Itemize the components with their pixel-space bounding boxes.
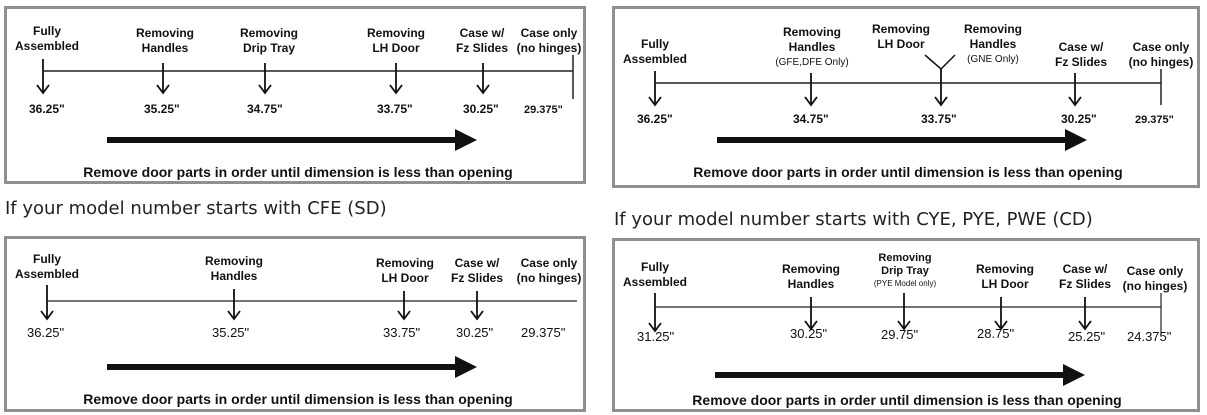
stage-label: LH Door <box>372 41 420 55</box>
timeline-diagram <box>7 9 589 187</box>
stage-label: Removing <box>135 26 195 40</box>
stage-label: LH Door <box>381 271 429 285</box>
timeline-diagram <box>615 241 1203 415</box>
down-arrow-icon <box>995 297 1007 329</box>
down-arrow-icon <box>935 69 947 105</box>
down-arrow-icon <box>805 73 817 105</box>
stage-label: LH Door <box>877 37 925 51</box>
stage-label: Drip Tray <box>242 41 296 55</box>
dimension-value: 34.75" <box>793 112 829 126</box>
stage-label: Assembled <box>14 39 80 53</box>
down-arrow-icon <box>1069 73 1081 105</box>
stage-label: Case only <box>520 256 578 270</box>
stage-label: Removing <box>239 26 299 40</box>
instruction-banner: Remove door parts in order until dimension is less than opening <box>693 164 1123 180</box>
stage-label: Case w/ <box>1058 40 1104 54</box>
stage-label: (no hinges) <box>1122 279 1188 293</box>
stage-label: Fz Slides <box>1054 55 1108 69</box>
right-arrow-icon <box>715 364 1085 386</box>
instruction-banner: Remove door parts in order until dimension is less than opening <box>692 392 1122 408</box>
dimension-value: 36.25" <box>637 112 673 126</box>
stage-label: Fz Slides <box>450 271 504 285</box>
stage-label: Fully <box>32 24 62 38</box>
caption-sd: If your model number starts with CFE (SD) <box>5 198 387 219</box>
down-arrow-icon <box>259 63 271 93</box>
stage-label: (no hinges) <box>1128 55 1194 69</box>
stage-label: Removing <box>204 254 264 268</box>
stage-label: Case w/ <box>459 26 505 40</box>
down-arrow-icon <box>898 293 910 329</box>
dimension-value: 25.25" <box>1068 329 1106 344</box>
dimension-value: 30.25" <box>1061 112 1097 126</box>
stage-label: Assembled <box>14 267 80 281</box>
down-arrow-icon <box>228 289 240 319</box>
dimension-value: 34.75" <box>247 102 283 116</box>
panel-model-cfe-sd <box>4 236 586 412</box>
stage-note: (PYE Model only) <box>873 279 937 288</box>
stage-label: Case only <box>520 26 578 40</box>
stage-label: Fully <box>640 260 670 274</box>
right-arrow-icon <box>107 129 477 151</box>
stage-note: (GNE Only) <box>967 54 1019 65</box>
timeline-diagram <box>7 239 589 415</box>
stage-label: Removing <box>975 262 1035 276</box>
stage-label: LH Door <box>981 277 1029 291</box>
dimension-value: 33.75" <box>377 102 413 116</box>
instruction-banner: Remove door parts in order until dimension is less than opening <box>83 391 513 407</box>
timeline-diagram <box>615 9 1203 191</box>
stage-label: Fully <box>640 37 670 51</box>
stage-label: Handles <box>141 41 189 55</box>
stage-label: Fz Slides <box>1058 277 1112 291</box>
stage-label: Handles <box>788 40 836 54</box>
panel-model-cye-pye-pwe-cd <box>612 238 1200 412</box>
panel-model-default <box>4 6 586 184</box>
stage-label: Removing <box>375 256 435 270</box>
down-arrow-icon <box>805 297 817 329</box>
stage-label: Case only <box>1126 264 1184 278</box>
right-arrow-icon <box>717 129 1087 151</box>
down-arrow-icon <box>390 63 402 93</box>
down-arrow-icon <box>41 285 53 319</box>
stage-label: Removing <box>782 25 842 39</box>
panel-model-gfe-dfe-gne <box>612 6 1200 188</box>
down-arrow-icon <box>649 293 661 331</box>
dimension-value: 30.25" <box>463 102 499 116</box>
dimension-value: 31.25" <box>637 329 675 344</box>
dimension-value: 29.375" <box>1135 114 1174 126</box>
dimension-value: 33.75" <box>921 112 957 126</box>
stage-label: Assembled <box>622 275 688 289</box>
dimension-value: 30.25" <box>456 325 494 340</box>
down-arrow-icon <box>1079 297 1091 329</box>
stage-label: Assembled <box>622 52 688 66</box>
stage-label: Handles <box>969 37 1017 51</box>
down-arrow-icon <box>649 71 661 105</box>
stage-label: Handles <box>210 269 258 283</box>
down-arrow-icon <box>398 291 410 319</box>
dimension-value: 36.25" <box>27 325 65 340</box>
stage-label: Drip Tray <box>881 265 929 277</box>
connector-line <box>925 55 955 69</box>
dimension-value: 36.25" <box>29 102 65 116</box>
dimension-value: 28.75" <box>977 326 1015 341</box>
stage-label: Fz Slides <box>455 41 509 55</box>
down-arrow-icon <box>157 63 169 93</box>
right-arrow-icon <box>107 356 477 378</box>
stage-label: Removing <box>781 262 841 276</box>
stage-label: Handles <box>787 277 835 291</box>
stage-label: Case only <box>1132 40 1190 54</box>
dimension-value: 33.75" <box>383 325 421 340</box>
caption-cd: If your model number starts with CYE, PYE, PWE (CD) <box>614 209 1093 230</box>
stage-label: Case w/ <box>1062 262 1108 276</box>
dimension-value: 30.25" <box>790 326 828 341</box>
stage-label: Removing <box>871 22 931 36</box>
down-arrow-icon <box>477 63 489 93</box>
dimension-value: 35.25" <box>212 325 250 340</box>
dimension-value: 29.75" <box>881 327 919 342</box>
down-arrow-icon <box>471 291 483 319</box>
stage-label: Case w/ <box>454 256 500 270</box>
stage-label: Removing <box>963 22 1023 36</box>
stage-label: Removing <box>366 26 426 40</box>
stage-label: (no hinges) <box>516 271 582 285</box>
stage-label: Fully <box>32 252 62 266</box>
instruction-banner: Remove door parts in order until dimension is less than opening <box>83 164 513 180</box>
down-arrow-icon <box>37 59 49 93</box>
dimension-value: 29.375" <box>521 325 566 340</box>
dimension-value: 29.375" <box>524 104 563 116</box>
dimension-value: 24.375" <box>1127 329 1172 344</box>
dimension-value: 35.25" <box>144 102 180 116</box>
stage-label: Removing <box>878 252 932 264</box>
stage-note: (GFE,DFE Only) <box>775 57 849 68</box>
stage-label: (no hinges) <box>516 41 582 55</box>
